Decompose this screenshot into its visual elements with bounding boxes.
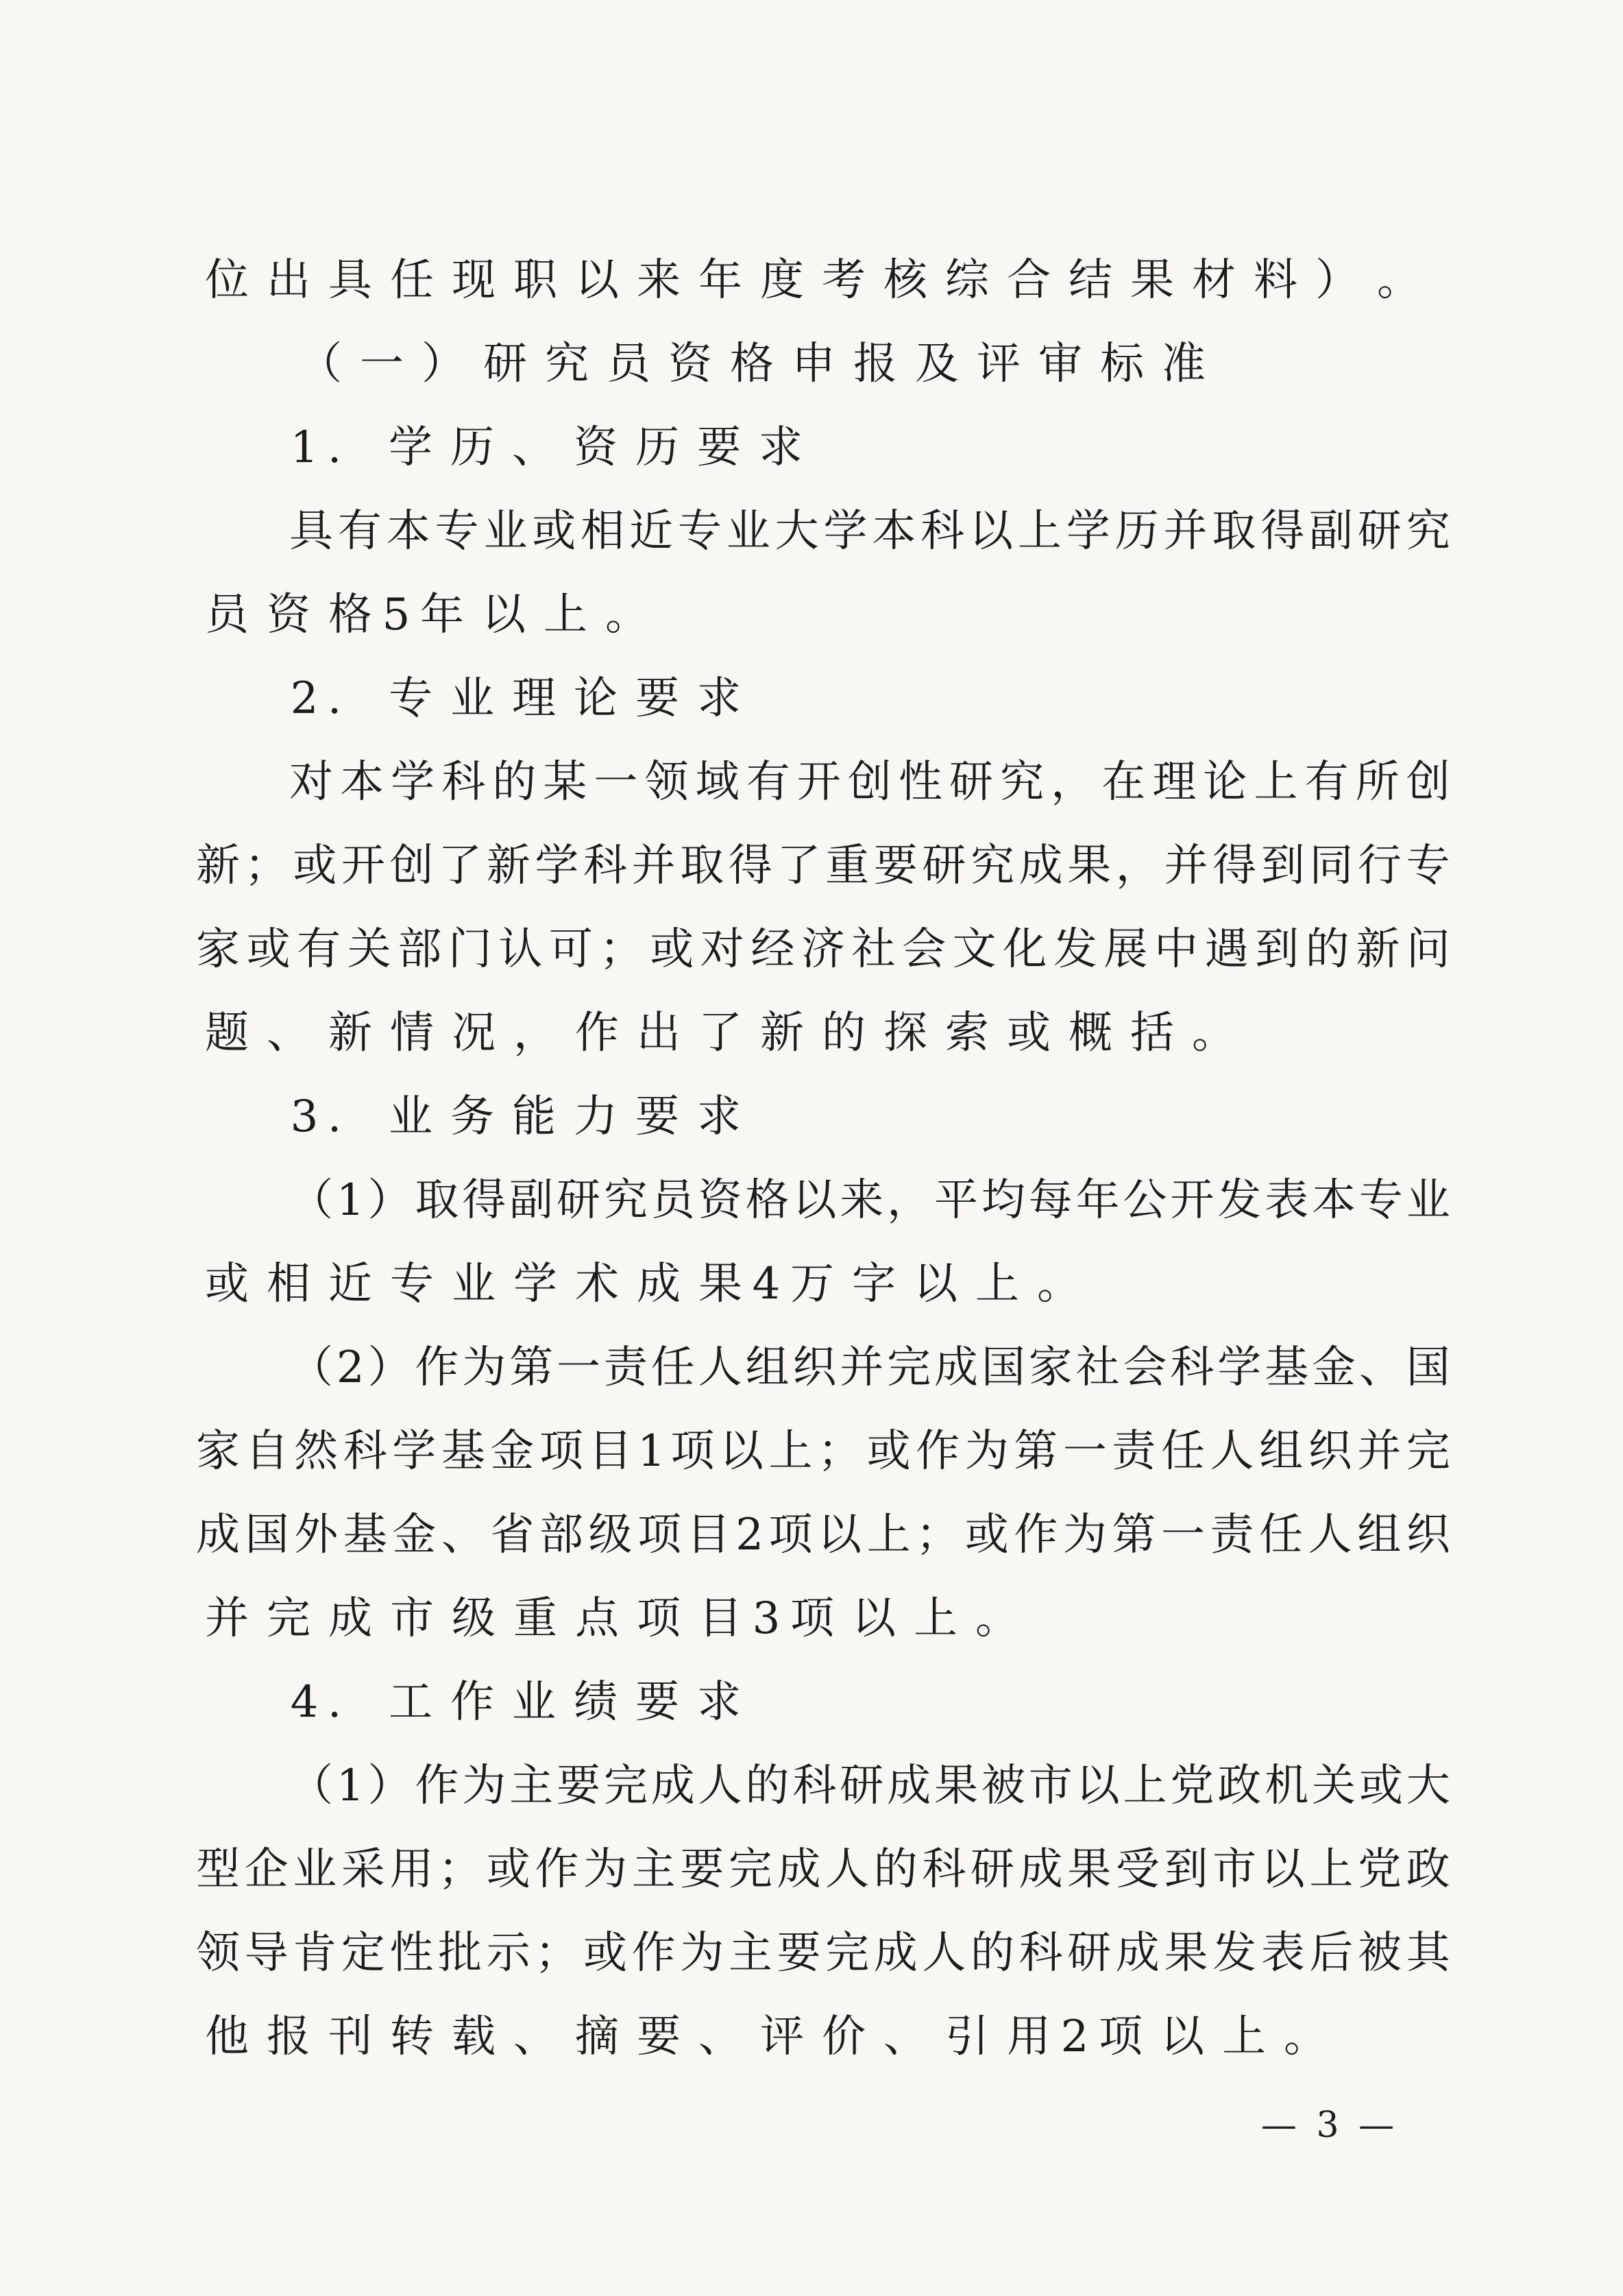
text-line: 对 本 学 科 的 某 一 领 域 有 开 创 性 研 究 ， 在 理 论 上 有 所 创 xyxy=(289,757,1450,808)
text-line: 员 资 格 5 年 以 上 。 xyxy=(205,590,649,640)
text-line: 4 . 工 作 业 绩 要 求 xyxy=(290,1677,741,1728)
text-line: 成 国 外 基 金 、 省 部 级 项 目 2 项 以 上 ； 或 作 为 第 一 责 任 人 组 织 xyxy=(196,1510,1450,1560)
text-line: 新 ； 或 开 创 了 新 学 科 并 取 得 了 重 要 研 究 成 果 ， 并 得 到 同 行 专 xyxy=(196,841,1450,891)
body-text xyxy=(196,239,1450,2079)
text-line: 领 导 肯 定 性 批 示 ； 或 作 为 主 要 完 成 人 的 科 研 成 果 发 表 后 被 其 xyxy=(196,1928,1450,1979)
text-line: （ 2 ） 作 为 第 一 责 任 人 组 织 并 完 成 国 家 社 会 科 学 基 金 、 国 xyxy=(289,1342,1450,1393)
text-line: （ 1 ） 作 为 主 要 完 成 人 的 科 研 成 果 被 市 以 上 党 政 机 关 或 大 xyxy=(289,1761,1450,1811)
text-line: 具 有 本 专 业 或 相 近 专 业 大 学 本 科 以 上 学 历 并 取 得 副 研 究 xyxy=(289,506,1450,557)
text-line: 2 . 专 业 理 论 要 求 xyxy=(290,673,741,724)
page-number: — 3 — xyxy=(1260,2105,1399,2146)
text-line: 或 相 近 专 业 学 术 成 果 4 万 字 以 上 。 xyxy=(205,1259,1081,1309)
text-line: 题 、 新 情 况 ， 作 出 了 新 的 探 索 或 概 括 。 xyxy=(205,1008,1236,1059)
text-line: 家 或 有 关 部 门 认 可 ； 或 对 经 济 社 会 文 化 发 展 中 遇 到 的 新 问 xyxy=(196,924,1450,975)
text-line: 他 报 刊 转 载 、 摘 要 、 评 价 、 引 用 2 项 以 上 。 xyxy=(205,2011,1328,2062)
text-line: 家 自 然 科 学 基 金 项 目 1 项 以 上 ； 或 作 为 第 一 责 任 人 组 织 并 完 xyxy=(196,1426,1450,1477)
text-line: 位 出 具 任 现 职 以 来 年 度 考 核 综 合 结 果 材 料 ） 。 xyxy=(205,255,1421,306)
text-line: 1 . 学 历 、 资 历 要 求 xyxy=(290,422,803,473)
text-line: 并 完 成 市 级 重 点 项 目 3 项 以 上 。 xyxy=(205,1593,1019,1644)
text-line: 型 企 业 采 用 ； 或 作 为 主 要 完 成 人 的 科 研 成 果 受 到 市 以 上 党 政 xyxy=(196,1844,1450,1895)
text-line: （ 1 ） 取 得 副 研 究 员 资 格 以 来 ， 平 均 每 年 公 开 发 表 本 专 业 xyxy=(289,1175,1450,1226)
text-line: 3 . 业 务 能 力 要 求 xyxy=(290,1091,741,1142)
text-line: （ 一 ） 研 究 员 资 格 申 报 及 评 审 标 准 xyxy=(298,339,1206,389)
